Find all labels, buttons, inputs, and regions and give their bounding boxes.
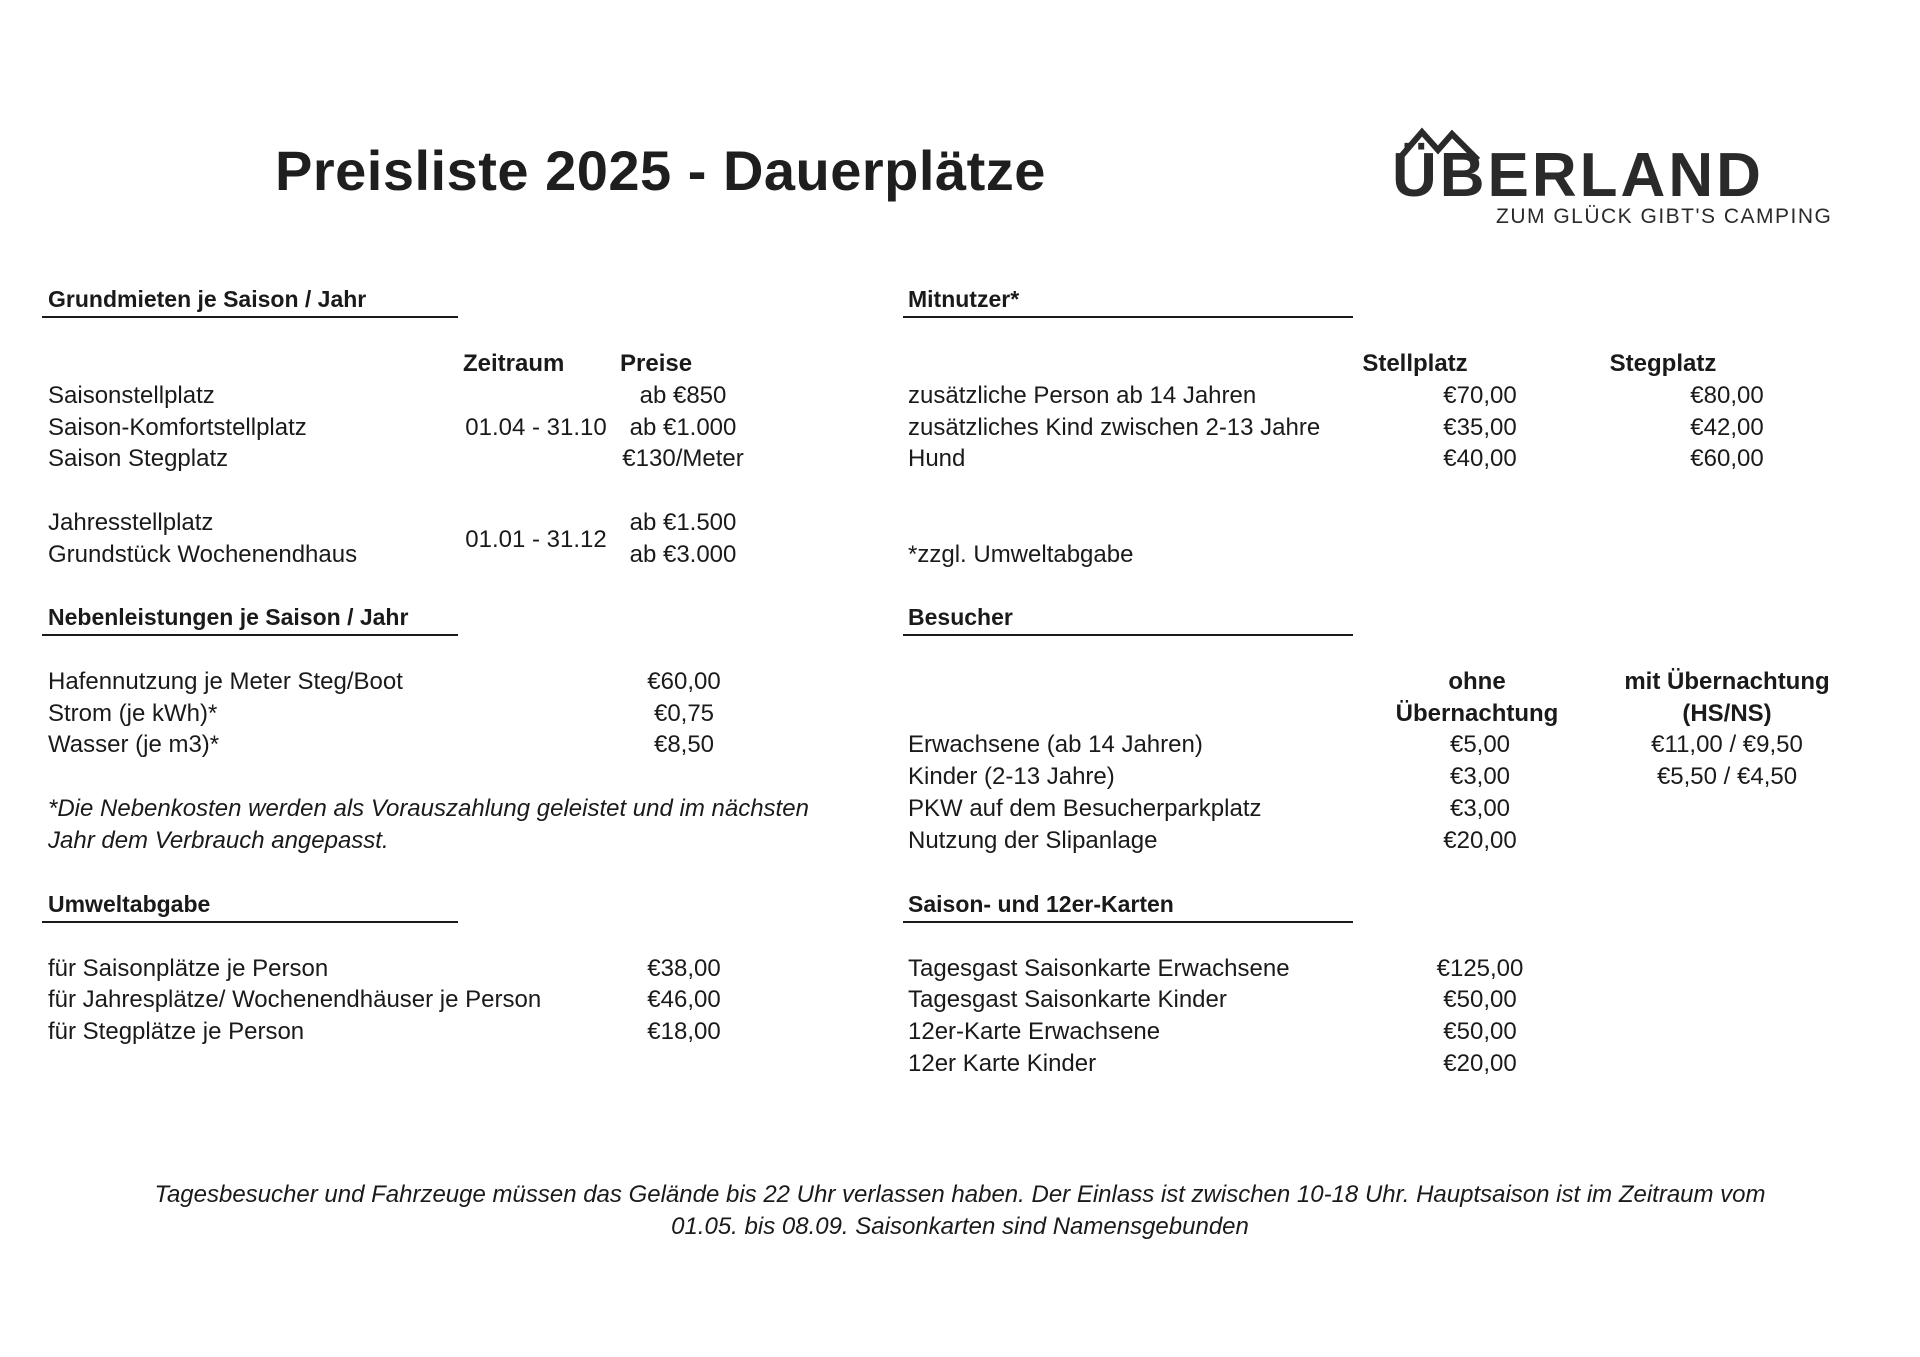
list-item-label: für Saisonplätze je Person <box>48 955 329 982</box>
list-item-price: ab €3.000 <box>629 541 737 568</box>
list-item-price: €60,00 <box>1690 445 1764 472</box>
list-item-label: Grundstück Wochenendhaus <box>48 541 358 568</box>
list-item-price: €11,00 / €9,50 <box>1651 731 1803 758</box>
list-item-label: Saison-Komfortstellplatz <box>48 414 307 441</box>
list-item-label: 12er Karte Kinder <box>908 1050 1097 1077</box>
list-item-price: ab €1.000 <box>629 414 737 441</box>
col-header-zeitraum: Zeitraum <box>463 350 565 377</box>
list-item-price: ab €1.500 <box>629 509 737 536</box>
list-item-label: Strom (je kWh)* <box>48 700 218 727</box>
logo-wordmark: ÜBERLAND <box>1392 141 1764 210</box>
col-header-ohne: Übernachtung <box>1395 700 1559 727</box>
list-item-label: Hafennutzung je Meter Steg/Boot <box>48 668 403 695</box>
umweltabgabe-heading: Umweltabgabe <box>48 891 211 917</box>
list-item-price: €35,00 <box>1443 414 1517 441</box>
footer-line: 01.05. bis 08.09. Saisonkarten sind Namensgebunden <box>671 1213 1249 1240</box>
list-item-price: €46,00 <box>647 986 721 1013</box>
page-title: Preisliste 2025 - Dauerplätze <box>275 139 1046 202</box>
list-item-label: für Stegplätze je Person <box>48 1018 305 1045</box>
list-item-price: €18,00 <box>647 1018 721 1045</box>
list-item-price: €42,00 <box>1690 414 1764 441</box>
list-item-price: €0,75 <box>653 700 715 727</box>
list-item-label: Wasser (je m3)* <box>48 731 220 758</box>
list-item-label: Saisonstellplatz <box>48 382 215 409</box>
col-header-stegplatz: Stegplatz <box>1609 350 1717 377</box>
list-item-price: €5,00 <box>1449 731 1511 758</box>
list-item-price: €38,00 <box>647 955 721 982</box>
section-divider <box>42 634 458 636</box>
list-item-label: Kinder (2-13 Jahre) <box>908 763 1115 790</box>
list-item-price: ab €850 <box>639 382 727 409</box>
footnote: Jahr dem Verbrauch angepasst. <box>48 827 389 854</box>
list-item-price: €3,00 <box>1449 763 1511 790</box>
footer-line: Tagesbesucher und Fahrzeuge müssen das Gelände bis 22 Uhr verlassen haben. Der Einlass ist zwischen 10-18 Uhr. Hauptsaison ist im Zeitraum vom <box>154 1181 1766 1208</box>
section-divider <box>903 921 1353 923</box>
list-item-label: zusätzliches Kind zwischen 2-13 Jahre <box>908 414 1321 441</box>
list-item-label: Saison Stegplatz <box>48 445 229 472</box>
list-item-label: Nutzung der Slipanlage <box>908 827 1158 854</box>
list-item-label: Tagesgast Saisonkarte Kinder <box>908 986 1227 1013</box>
section-divider <box>42 316 458 318</box>
list-item-price: €5,50 / €4,50 <box>1656 763 1798 790</box>
footnote: *Die Nebenkosten werden als Vorauszahlung geleistet und im nächsten <box>48 795 809 822</box>
list-item-label: zusätzliche Person ab 14 Jahren <box>908 382 1257 409</box>
list-item-label: Tagesgast Saisonkarte Erwachsene <box>908 955 1290 982</box>
col-header-mit: mit Übernachtung <box>1624 668 1830 695</box>
list-item-price: €50,00 <box>1443 1018 1517 1045</box>
period-saison: 01.04 - 31.10 <box>465 414 607 441</box>
col-header-stellplatz: Stellplatz <box>1362 350 1468 377</box>
list-item-label: Hund <box>908 445 966 472</box>
list-item-price: €60,00 <box>647 668 721 695</box>
list-item-label: PKW auf dem Besucherparkplatz <box>908 795 1262 822</box>
list-item-price: €125,00 <box>1436 955 1524 982</box>
col-header-preise: Preise <box>620 350 693 377</box>
logo-tagline: ZUM GLÜCK GIBT'S CAMPING <box>1496 205 1833 228</box>
grundmieten-heading: Grundmieten je Saison / Jahr <box>48 286 367 312</box>
mitnutzer-heading: Mitnutzer* <box>908 286 1020 312</box>
section-divider <box>903 316 1353 318</box>
list-item-price: €20,00 <box>1443 827 1517 854</box>
list-item-price: €50,00 <box>1443 986 1517 1013</box>
list-item-price: €80,00 <box>1690 382 1764 409</box>
col-header-ohne: ohne <box>1448 668 1506 695</box>
list-item-label: für Jahresplätze/ Wochenendhäuser je Person <box>48 986 542 1013</box>
list-item-label: 12er-Karte Erwachsene <box>908 1018 1161 1045</box>
karten-heading: Saison- und 12er-Karten <box>908 891 1174 917</box>
besucher-heading: Besucher <box>908 604 1013 630</box>
list-item-price: €70,00 <box>1443 382 1517 409</box>
list-item-price: €20,00 <box>1443 1050 1517 1077</box>
nebenleistungen-heading: Nebenleistungen je Saison / Jahr <box>48 604 409 630</box>
section-divider <box>42 921 458 923</box>
list-item-price: €40,00 <box>1443 445 1517 472</box>
list-item-price: €130/Meter <box>622 445 744 472</box>
list-item-label: Jahresstellplatz <box>48 509 214 536</box>
footnote: *zzgl. Umweltabgabe <box>908 541 1134 568</box>
section-divider <box>903 634 1353 636</box>
list-item-price: €3,00 <box>1449 795 1511 822</box>
list-item-price: €8,50 <box>653 731 715 758</box>
period-jahr: 01.01 - 31.12 <box>465 526 607 553</box>
col-header-mit: (HS/NS) <box>1682 700 1772 727</box>
list-item-label: Erwachsene (ab 14 Jahren) <box>908 731 1203 758</box>
